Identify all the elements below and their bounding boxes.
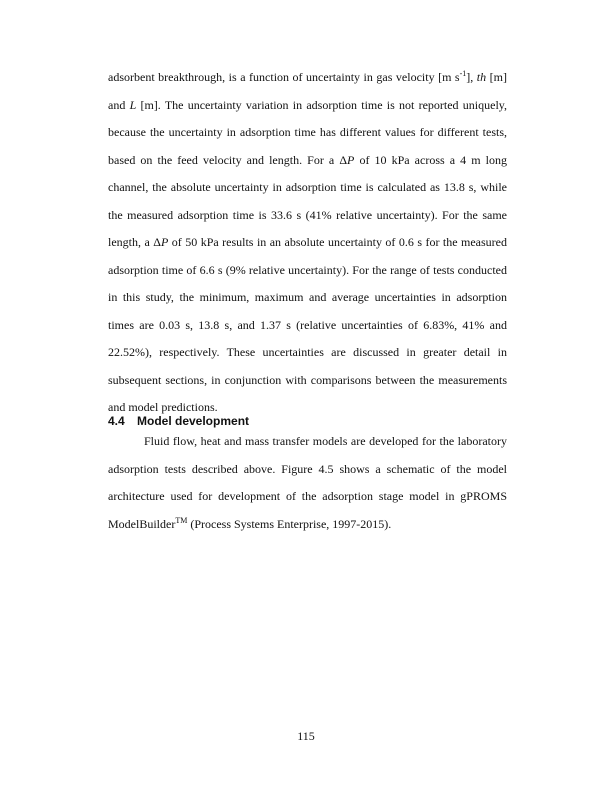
body-paragraph-model-development [108, 428, 507, 538]
body-paragraph-uncertainty [108, 64, 507, 422]
text-run: Fluid flow, heat and mass transfer models are developed for the laboratory adsorption tests described above. Figure 4.5 shows a schematic of the model architecture used for development of the adsorption stage model in gPROMS ModelBuilder [108, 434, 507, 531]
italic-symbol-L: L [129, 97, 137, 112]
page-number: 115 [297, 729, 315, 743]
section-number: 4.4 [108, 414, 125, 428]
text-run: [m] and [108, 70, 507, 112]
text-run: adsorbent breakthrough, is a function of uncertainty in gas velocity [m s [108, 70, 460, 84]
section-title: Model development [137, 414, 250, 428]
superscript: -1 [459, 69, 467, 78]
text-run: (Process Systems Enterprise, 1997-2015). [187, 516, 392, 531]
text-run: ], [466, 70, 477, 84]
italic-symbol-P: P [347, 152, 355, 167]
text-run: of 50 kPa results in an absolute uncertainty of 0.6 s for the measured adsorption time of 6.6 s (9% relative uncertainty). For the range of tests conducted in this study, the minimum, maximum and average uncertainties in adsorption times are 0.03 s, 13.8 s, and 1.37 s (relative uncertainties of 6.83%, 41% and 22.52%), respectively. These uncertainties are discussed in greater detail in subsequent sections, in conjunction with comparisons between the measurements and model predictions. [108, 235, 508, 414]
italic-symbol-th: th [476, 70, 487, 84]
section-heading [108, 414, 249, 428]
text-run: of 10 kPa across a 4 m long channel, the absolute uncertainty in adsorption time is calculated as 13.8 s, while the measured adsorption time is 33.6 s (41% relative uncertainty). For the same length, a Δ [108, 152, 507, 249]
text-run: [m]. The uncertainty variation in adsorption time is not reported uniquely, because the uncertainty in adsorption time has different values for different tests, based on the feed velocity and length. For a Δ [108, 97, 508, 167]
italic-symbol-P: P [160, 235, 169, 249]
trademark-superscript: TM [175, 515, 188, 525]
